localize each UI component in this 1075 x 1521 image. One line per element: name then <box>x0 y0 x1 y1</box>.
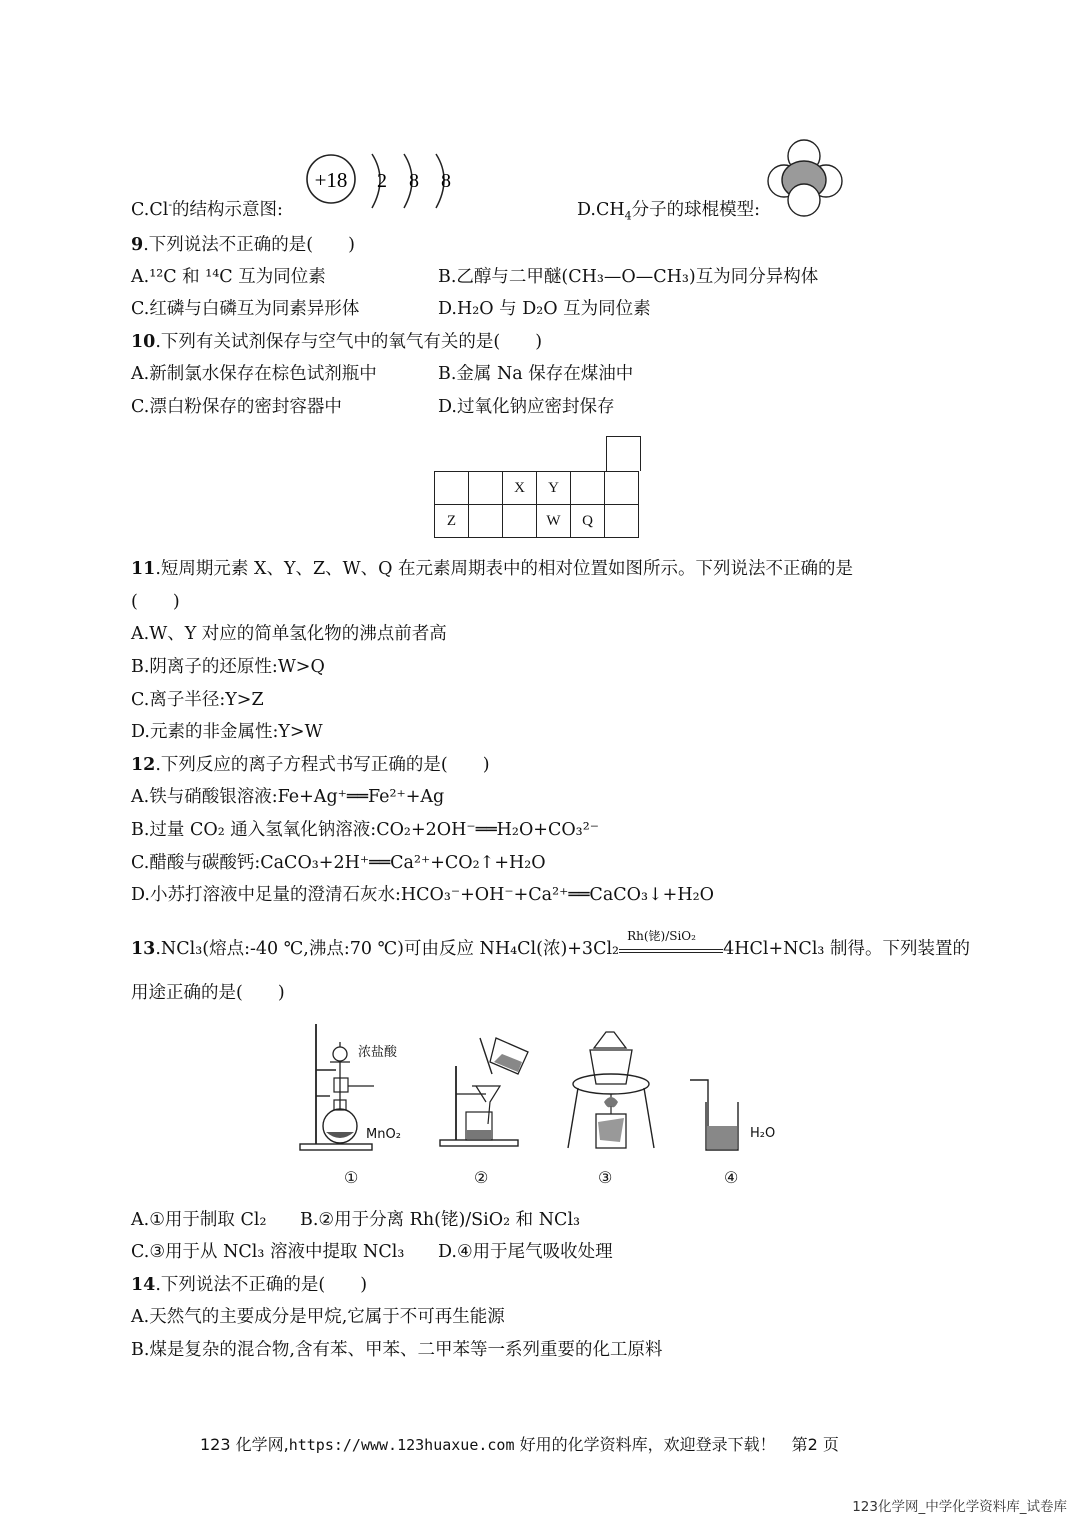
q11-number: 11 <box>131 559 156 579</box>
q13-option-a: A.①用于制取 Cl₂ <box>131 1210 267 1230</box>
q12-stem <box>131 754 490 776</box>
q10-number: 10 <box>131 332 156 352</box>
q9-option-d: D.H₂O 与 D₂O 互为同位素 <box>438 299 651 319</box>
apparatus-label-2: ② <box>474 1168 489 1187</box>
q14-option-b: B.煤是复杂的混合物,含有苯、甲苯、二甲苯等一系列重要的化工原料 <box>131 1340 663 1360</box>
q14-option-a: A.天然气的主要成分是甲烷,它属于不可再生能源 <box>131 1307 505 1327</box>
q11-option-d: D.元素的非金属性:Y>W <box>131 722 323 742</box>
q11-stem <box>131 558 853 580</box>
pt-cell <box>469 472 503 505</box>
q9-stem <box>131 234 355 256</box>
watermark-text: 123化学网_中学化学资料库_试卷库 <box>852 1499 1067 1515</box>
q13-stem-a: .NCl₃(熔点:-40 ℃,沸点:70 ℃)可由反应 NH₄Cl(浓)+3Cl₂ <box>155 939 620 959</box>
q8-c-tail: 的结构示意图: <box>172 200 283 220</box>
q10-option-a: A.新制氯水保存在棕色试剂瓶中 <box>131 364 377 384</box>
periodic-table-fragment <box>434 471 639 538</box>
footer-site-name: 123 化学网, <box>200 1435 289 1454</box>
q13-option-c: C.③用于从 NCl₃ 溶液中提取 NCl₃ <box>131 1242 405 1262</box>
q8-d-text: D.CH <box>577 200 625 220</box>
apparatus-2-filtration <box>436 1032 536 1150</box>
q12-number: 12 <box>131 755 156 775</box>
shell-1-count: 2 <box>377 170 387 192</box>
q13-option-b: B.②用于分离 Rh(铑)/SiO₂ 和 NCl₃ <box>300 1210 581 1230</box>
label-h2o: H₂O <box>750 1126 776 1141</box>
pt-cell <box>571 472 605 505</box>
q13-stem-b: 4HCl+NCl₃ 制得。下列装置的 <box>723 939 971 959</box>
q9-number: 9 <box>131 235 144 255</box>
shell-3-count: 8 <box>441 170 451 192</box>
q9-option-b: B.乙醇与二甲醚(CH₃—O—CH₃)互为同分异构体 <box>438 267 819 287</box>
apparatus-label-1: ① <box>344 1168 359 1187</box>
pt-cell <box>435 472 469 505</box>
periodic-row-2 <box>435 505 639 538</box>
q10-option-c: C.漂白粉保存的密封容器中 <box>131 397 342 417</box>
label-mno2: MnO₂ <box>366 1127 401 1142</box>
pt-cell <box>469 505 503 538</box>
q11-paren: ( ) <box>131 592 180 612</box>
shell-2-count: 8 <box>409 170 419 192</box>
pt-cell-y: Y <box>537 472 571 505</box>
q8-d-sub: 4 <box>624 209 632 223</box>
apparatus-3-crucible-heating <box>564 1022 660 1154</box>
label-conc-hcl: 浓盐酸 <box>358 1045 398 1060</box>
q10-stem-text: .下列有关试剂保存与空气中的氧气有关的是( ) <box>155 332 543 352</box>
footer-slogan: 好用的化学资料库，欢迎登录下载！ 第2 页 <box>519 1435 839 1454</box>
q8-option-c <box>131 199 283 221</box>
q9-option-c: C.红磷与白磷互为同素异形体 <box>131 299 360 319</box>
q12-option-c: C.醋酸与碳酸钙:CaCO₃+2H⁺══Ca²⁺+CO₂↑+H₂O <box>131 853 546 873</box>
q12-option-a: A.铁与硝酸银溶液:Fe+Ag⁺══Fe²⁺+Ag <box>131 787 445 807</box>
pt-cell-w: W <box>537 505 571 538</box>
q13-stem-line2: 用途正确的是( ) <box>131 983 285 1003</box>
periodic-row-1 <box>435 472 639 505</box>
q13-option-d: D.④用于尾气吸收处理 <box>438 1242 613 1262</box>
reaction-condition-arrow <box>619 929 723 960</box>
q11-option-c: C.离子半径:Y>Z <box>131 690 264 710</box>
q8-option-d <box>577 199 760 221</box>
q9-option-a: A.¹²C 和 ¹⁴C 互为同位素 <box>131 267 326 287</box>
q14-stem <box>131 1274 367 1296</box>
q10-option-b: B.金属 Na 保存在煤油中 <box>438 364 634 384</box>
q10-option-d: D.过氧化钠应密封保存 <box>438 397 615 417</box>
q13-stem-line1 <box>131 929 971 960</box>
q14-stem-text: .下列说法不正确的是( ) <box>155 1275 368 1295</box>
q8-d-tail: 分子的球棍模型: <box>631 200 761 220</box>
q13-number: 13 <box>131 939 156 959</box>
q9-stem-text: .下列说法不正确的是( ) <box>143 235 355 255</box>
q11-stem-text: .短周期元素 X、Y、Z、W、Q 在元素周期表中的相对位置如图所示。下列说法不正确的是 <box>155 559 854 579</box>
footer-url-link[interactable]: https://www.123huaxue.com <box>288 1436 515 1454</box>
q11-option-b: B.阴离子的还原性:W>Q <box>131 657 325 677</box>
apparatus-4-gas-absorption <box>686 1074 746 1154</box>
q11-option-a: A.W、Y 对应的简单氢化物的沸点前者高 <box>131 624 447 644</box>
pt-cell-x: X <box>503 472 537 505</box>
pt-cell-q: Q <box>571 505 605 538</box>
periodic-top-cell <box>606 436 641 471</box>
ch4-ball-stick-model <box>766 138 846 218</box>
pt-cell <box>605 505 639 538</box>
apparatus-label-4: ④ <box>724 1168 739 1187</box>
apparatus-label-3: ③ <box>598 1168 613 1187</box>
catalyst-label: Rh(铑)/SiO₂ <box>627 929 696 943</box>
cl-ion-structure-diagram <box>300 150 460 214</box>
q8-c-text: C.Cl <box>131 200 169 220</box>
pt-cell <box>605 472 639 505</box>
q10-stem <box>131 331 542 353</box>
pt-cell <box>503 505 537 538</box>
q8-c-sup: - <box>168 198 173 212</box>
nucleus-label: +18 <box>314 168 348 192</box>
pt-cell-z: Z <box>435 505 469 538</box>
q12-option-d: D.小苏打溶液中足量的澄清石灰水:HCO₃⁻+OH⁻+Ca²⁺══CaCO₃↓+H₂O <box>131 885 714 905</box>
q12-stem-text: .下列反应的离子方程式书写正确的是( ) <box>155 755 490 775</box>
q12-option-b: B.过量 CO₂ 通入氢氧化钠溶液:CO₂+2OH⁻══H₂O+CO₃²⁻ <box>131 820 599 840</box>
page-footer <box>200 1432 839 1455</box>
q14-number: 14 <box>131 1275 156 1295</box>
